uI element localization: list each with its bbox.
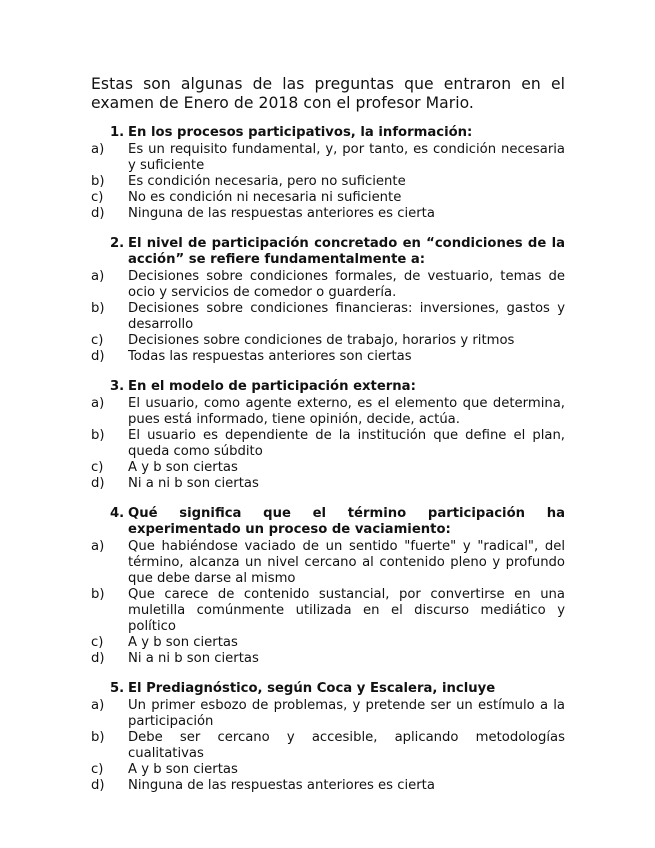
- option-letter: a): [91, 539, 105, 554]
- option-letter: b): [91, 730, 105, 745]
- option-text: Que habiéndose vaciado de un sentido "fuerte" y "radical", del término, alcanza un nivel cercano al contenido pleno y profundo que debe darse al mismo: [128, 539, 565, 586]
- document-page: [91, 75, 565, 808]
- option-letter: a): [91, 269, 105, 284]
- option-text: Decisiones sobre condiciones formales, de vestuario, temas de ocio y servicios de comedor o guardería.: [128, 269, 565, 300]
- option-a: [91, 142, 565, 174]
- option-letter: c): [91, 635, 104, 650]
- option-text: Decisiones sobre condiciones financieras: inversiones, gastos y desarrollo: [128, 301, 565, 332]
- option-b: [91, 428, 565, 460]
- option-text: Debe ser cercano y accesible, aplicando metodologías cualitativas: [128, 730, 565, 761]
- question-stem: [91, 236, 565, 268]
- question-stem: [91, 379, 565, 395]
- option-text: Es condición necesaria, pero no suficiente: [128, 174, 406, 189]
- option-text: Ni a ni b son ciertas: [128, 651, 259, 666]
- option-c: [91, 762, 565, 778]
- option-text: El usuario es dependiente de la institución que define el plan, queda como súbdito: [128, 428, 565, 459]
- question-stem: [91, 506, 565, 538]
- question-number: 4.: [110, 506, 125, 521]
- option-letter: a): [91, 396, 105, 411]
- question-3: [91, 379, 565, 492]
- option-letter: a): [91, 698, 105, 713]
- option-c: [91, 635, 565, 651]
- question-number: 5.: [110, 681, 125, 696]
- option-letter: c): [91, 333, 104, 348]
- option-a: [91, 269, 565, 301]
- question-text: En los procesos participativos, la información:: [128, 125, 473, 140]
- document-title: Estas son algunas de las preguntas que entraron en el examen de Enero de 2018 con el profesor Mario.: [91, 75, 565, 112]
- option-d: [91, 651, 565, 667]
- option-d: [91, 206, 565, 222]
- option-text: No es condición ni necesaria ni suficiente: [128, 190, 402, 205]
- question-text: El nivel de participación concretado en “condiciones de la acción” se refiere fundamentalmente a:: [128, 236, 565, 267]
- option-letter: d): [91, 651, 105, 666]
- option-c: [91, 460, 565, 476]
- option-a: [91, 396, 565, 428]
- option-text: Ni a ni b son ciertas: [128, 476, 259, 491]
- option-text: Ninguna de las respuestas anteriores es cierta: [128, 206, 435, 221]
- option-a: [91, 539, 565, 587]
- option-letter: d): [91, 206, 105, 221]
- question-number: 3.: [110, 379, 125, 394]
- option-d: [91, 349, 565, 365]
- option-letter: d): [91, 476, 105, 491]
- question-4: [91, 506, 565, 667]
- option-a: [91, 698, 565, 730]
- option-b: [91, 587, 565, 635]
- question-number: 2.: [110, 236, 125, 251]
- option-letter: c): [91, 190, 104, 205]
- option-c: [91, 190, 565, 206]
- question-stem: [91, 681, 565, 697]
- option-b: [91, 301, 565, 333]
- option-text: Ninguna de las respuestas anteriores es cierta: [128, 778, 435, 793]
- question-text: Qué significa que el término participación ha experimentado un proceso de vaciamiento:: [128, 506, 565, 537]
- option-b: [91, 730, 565, 762]
- option-c: [91, 333, 565, 349]
- option-text: Todas las respuestas anteriores son ciertas: [128, 349, 412, 364]
- option-b: [91, 174, 565, 190]
- option-letter: b): [91, 174, 105, 189]
- option-d: [91, 778, 565, 794]
- option-text: A y b son ciertas: [128, 762, 238, 777]
- question-1: [91, 125, 565, 222]
- option-letter: a): [91, 142, 105, 157]
- option-letter: b): [91, 428, 105, 443]
- question-2: [91, 236, 565, 365]
- option-d: [91, 476, 565, 492]
- option-text: A y b son ciertas: [128, 635, 238, 650]
- option-text: Decisiones sobre condiciones de trabajo, horarios y ritmos: [128, 333, 515, 348]
- option-text: Que carece de contenido sustancial, por convertirse en una muletilla comúnmente utilizada en el discurso mediático y político: [128, 587, 565, 634]
- option-letter: b): [91, 587, 105, 602]
- option-letter: b): [91, 301, 105, 316]
- option-text: Un primer esbozo de problemas, y pretende ser un estímulo a la participación: [128, 698, 565, 729]
- option-text: A y b son ciertas: [128, 460, 238, 475]
- question-5: [91, 681, 565, 794]
- option-letter: d): [91, 778, 105, 793]
- question-stem: [91, 125, 565, 141]
- option-letter: d): [91, 349, 105, 364]
- question-text: El Prediagnóstico, según Coca y Escalera, incluye: [128, 681, 496, 696]
- question-number: 1.: [110, 125, 125, 140]
- option-text: Es un requisito fundamental, y, por tanto, es condición necesaria y suficiente: [128, 142, 565, 173]
- option-letter: c): [91, 762, 104, 777]
- question-text: En el modelo de participación externa:: [128, 379, 416, 394]
- option-text: El usuario, como agente externo, es el elemento que determina, pues está informado, tiene opinión, decide, actúa.: [128, 396, 565, 427]
- option-letter: c): [91, 460, 104, 475]
